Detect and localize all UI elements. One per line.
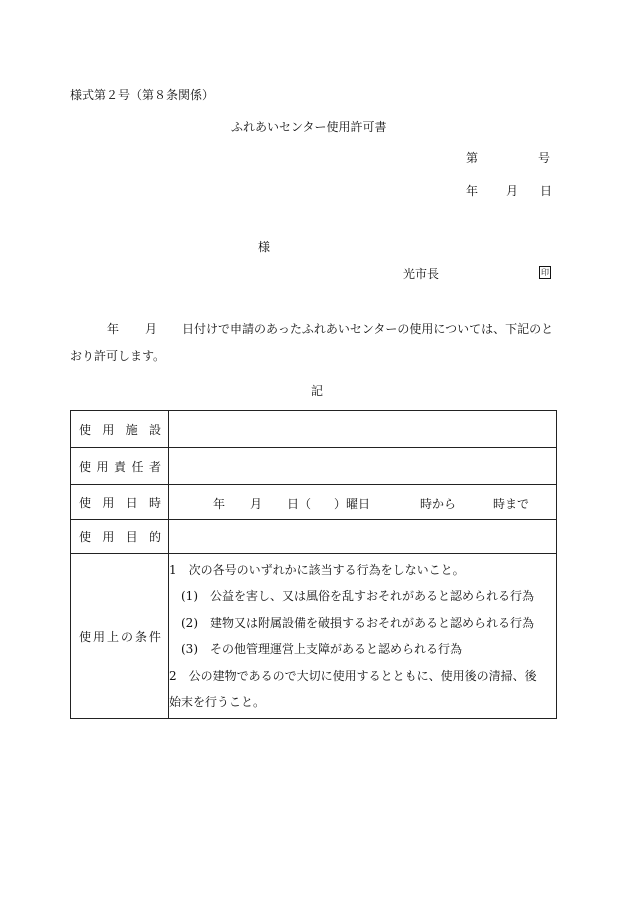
ki-heading: 記 xyxy=(311,384,324,398)
condition-subitem-1: (1) 公益を害し、又は風俗を乱すおそれがあると認められる行為 xyxy=(181,589,535,603)
manager-field[interactable] xyxy=(169,448,557,485)
table-row-datetime xyxy=(71,485,557,520)
body-month: 月 xyxy=(145,322,158,336)
purpose-label: 使 用 目 的 xyxy=(71,520,169,554)
seal-mark: 印 xyxy=(541,268,549,277)
permit-number-prefix: 第 xyxy=(466,151,479,165)
table-row-purpose xyxy=(71,520,557,554)
condition-subitem-2: (2) 建物又は附属設備を破損するおそれがあると認められる行為 xyxy=(181,615,535,630)
datetime-field[interactable] xyxy=(169,485,557,520)
table-row-facility xyxy=(71,411,557,448)
addressee-honorific: 様 xyxy=(258,240,271,254)
datetime-from: 時から xyxy=(420,497,457,511)
issuer-name: 光市長 xyxy=(403,267,440,281)
datetime-month: 月 xyxy=(250,497,263,511)
condition-subitem-3: (3) その他管理運営上支障があると認められる行為 xyxy=(181,642,463,656)
datetime-label: 使 用 日 時 xyxy=(71,485,169,520)
table-row-conditions xyxy=(71,554,557,719)
purpose-field[interactable] xyxy=(169,520,557,554)
issue-date-day: 日 xyxy=(540,184,553,198)
table-row-manager xyxy=(71,448,557,485)
permit-table xyxy=(70,410,557,719)
document-title: ふれあいセンター使用許可書 xyxy=(231,120,387,134)
issue-date-month: 月 xyxy=(506,184,519,198)
manager-label: 使 用 責 任 者 xyxy=(71,448,169,485)
condition-item-1: 1 次の各号のいずれかに該当する行為をしないこと。 xyxy=(169,562,465,577)
body-text: 日付けで申請のあったふれあいセンターの使用については、下記のと xyxy=(182,322,554,336)
facility-label: 使 用 施 設 xyxy=(71,411,169,448)
permit-number-suffix: 号 xyxy=(538,151,551,165)
conditions-text xyxy=(169,554,557,719)
issue-date-year: 年 xyxy=(466,184,479,198)
datetime-weekday: ）曜日 xyxy=(334,497,371,511)
body-year: 年 xyxy=(107,322,120,336)
condition-item-2-continued: 始末を行うこと。 xyxy=(169,695,266,709)
form-number-label: 様式第２号（第８条関係） xyxy=(70,88,215,102)
conditions-label: 使 用 上 の 条 件 xyxy=(71,554,169,719)
condition-item-2: 2 公の建物であるので大切に使用するとともに、使用後の清掃、後 xyxy=(169,668,537,683)
datetime-day: 日（ xyxy=(287,497,312,511)
body-text-line-2: おり許可します。 xyxy=(70,349,166,363)
datetime-to: 時まで xyxy=(493,497,530,511)
facility-field[interactable] xyxy=(169,411,557,448)
datetime-year: 年 xyxy=(213,497,226,511)
